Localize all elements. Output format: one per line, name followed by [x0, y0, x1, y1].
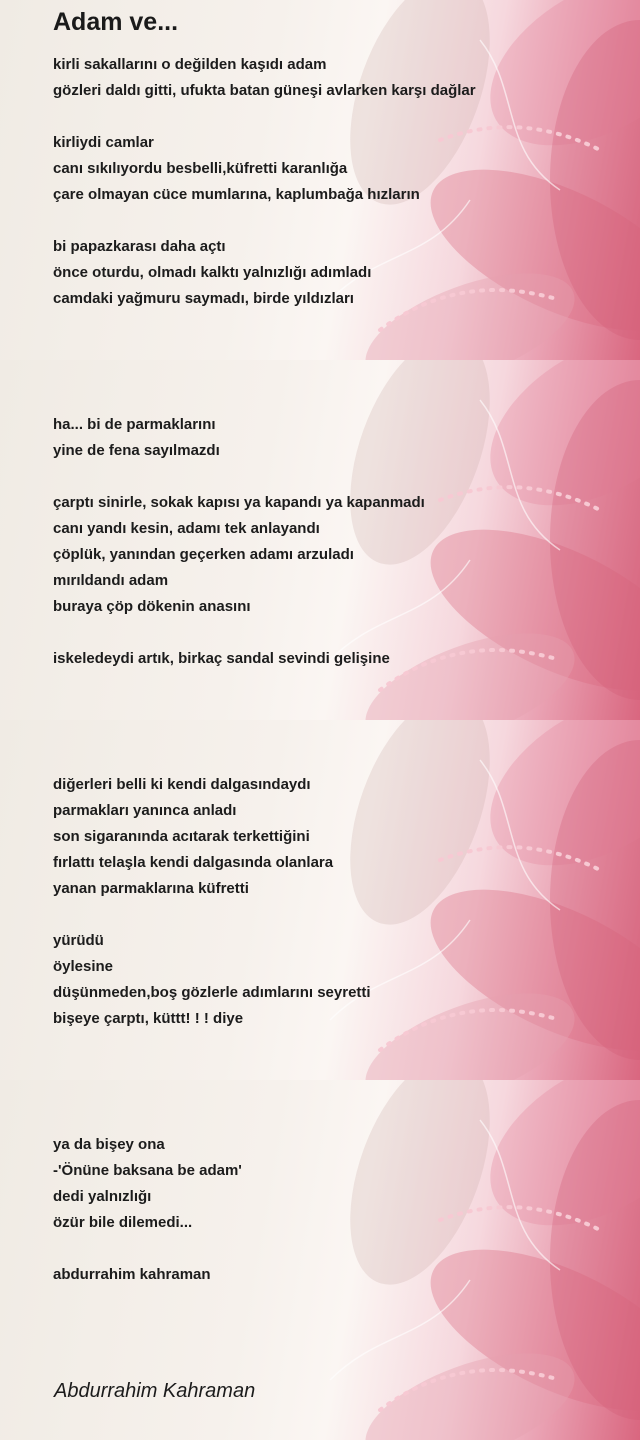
poem-title: Adam ve...: [53, 8, 179, 36]
poem-line: canı yandı kesin, adamı tek anlayandı: [53, 520, 320, 537]
poem-line: dedi yalnızlığı: [53, 1188, 152, 1205]
poem-line: düşünmeden,boş gözlerle adımlarını seyretti: [53, 984, 371, 1001]
poem-line: diğerleri belli ki kendi dalgasındaydı: [53, 776, 311, 793]
poem-line: mırıldandı adam: [53, 572, 169, 589]
poem-line: fırlattı telaşla kendi dalgasında olanlara: [53, 854, 334, 871]
poem-line: ha... bi de parmaklarını: [53, 416, 216, 433]
poem-line: çarptı sinirle, sokak kapısı ya kapandı ya kapanmadı: [53, 494, 425, 511]
poem-line: ya da bişey ona: [53, 1136, 165, 1153]
poem-line: yine de fena sayılmazdı: [53, 442, 220, 459]
poem-line: özür bile dilemedi...: [53, 1214, 193, 1231]
author-signature: Abdurrahim Kahraman: [54, 1380, 256, 1402]
poem-line: -'Önüne baksana be adam': [53, 1162, 242, 1179]
poem-line: iskeledeydi artık, birkaç sandal sevindi gelişine: [53, 650, 390, 667]
poem-line: öylesine: [53, 958, 114, 975]
poem-line: parmakları yanınca anladı: [53, 802, 237, 819]
poem-line: gözleri daldı gitti, ufukta batan güneşi avlarken karşı dağlar: [53, 82, 476, 99]
poem-line: camdaki yağmuru saymadı, birde yıldızları: [53, 290, 354, 307]
poem-line: bişeye çarptı, küttt! ! ! diye: [53, 1010, 244, 1027]
poem-line: kirliydi camlar: [53, 134, 154, 151]
poem-line: yanan parmaklarına küfretti: [53, 880, 249, 897]
poem-line: çöplük, yanından geçerken adamı arzuladı: [53, 546, 354, 563]
poem-line: bi papazkarası daha açtı: [53, 238, 226, 255]
poem-line: yürüdü: [53, 932, 104, 949]
poem-line: önce oturdu, olmadı kalktı yalnızlığı adımladı: [53, 264, 372, 281]
poem-line: kirli sakallarını o değilden kaşıdı adam: [53, 56, 327, 73]
poem-line: son sigaranında acıtarak terkettiğini: [53, 828, 310, 845]
poem-line: çare olmayan cüce mumlarına, kaplumbağa hızların: [53, 186, 420, 203]
poem-line: abdurrahim kahraman: [53, 1266, 211, 1283]
poem-line: buraya çöp dökenin anasını: [53, 598, 251, 615]
poem-line: canı sıkılıyordu besbelli,küfretti karanlığa: [53, 160, 348, 177]
